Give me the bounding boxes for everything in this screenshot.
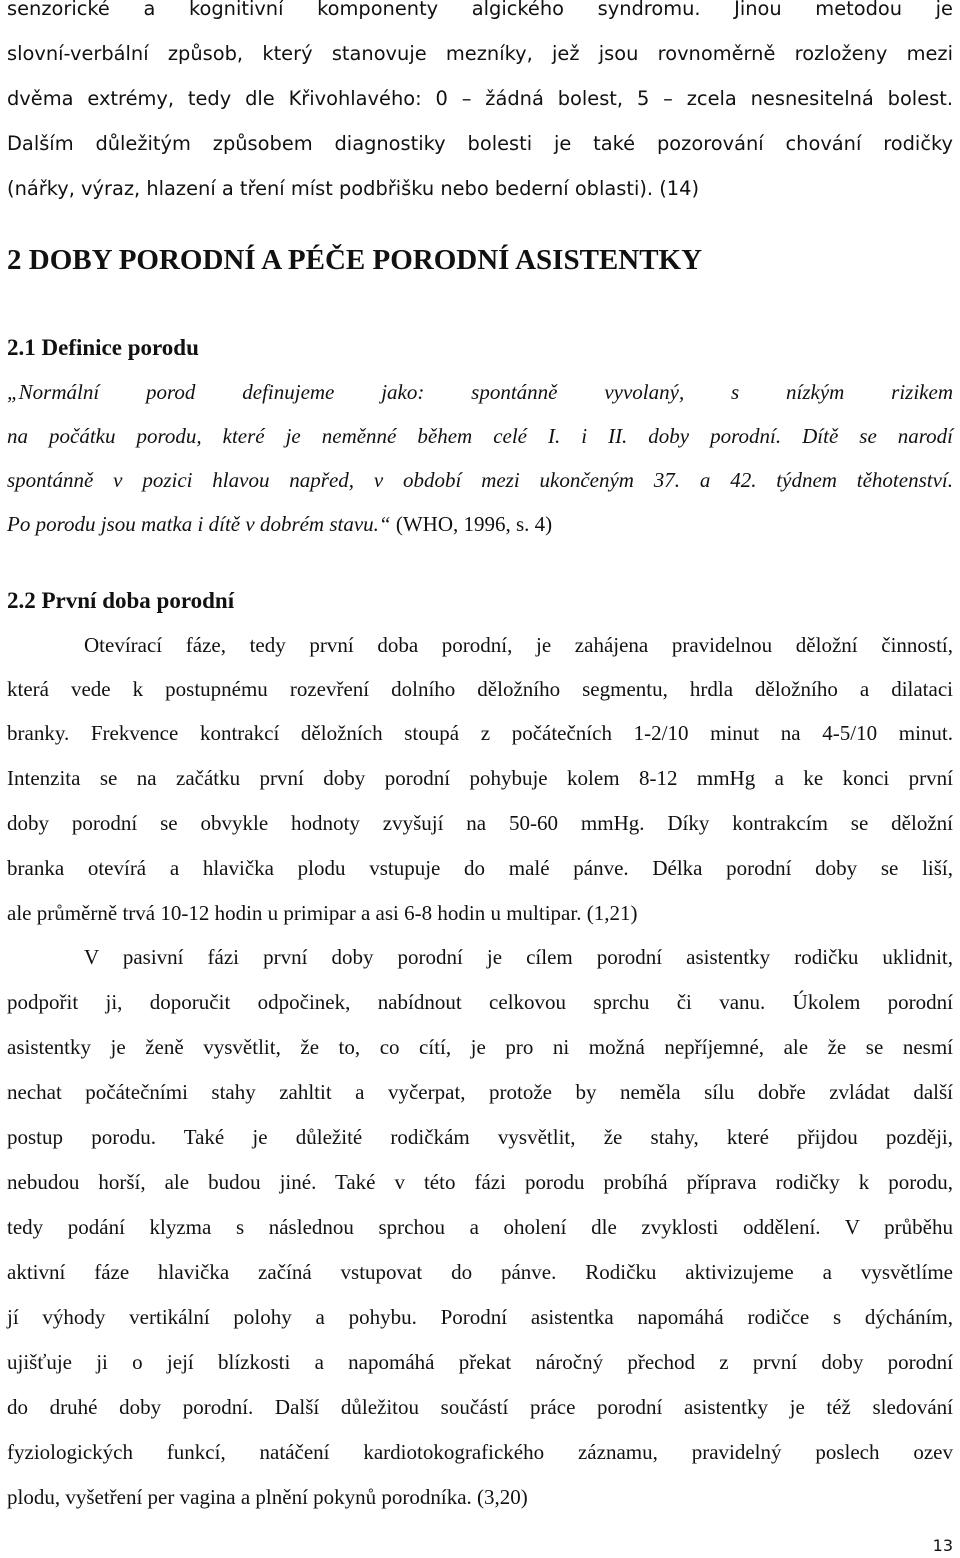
quote-last-line bbox=[7, 512, 953, 537]
text-line: doby porodní se obvykle hodnoty zvyšují na 50-60 mmHg. Díky kontrakcím se děložní bbox=[7, 811, 953, 835]
text-line: fyziologických funkcí, natáčení kardiotokografického záznamu, pravidelný poslech ozev bbox=[7, 1440, 953, 1464]
text-line: aktivní fáze hlavička začíná vstupovat do pánve. Rodičku aktivizujeme a vysvětlíme bbox=[7, 1260, 953, 1284]
quote-line: „Normální porod definujeme jako: spontánně vyvolaný, s nízkým rizikem bbox=[7, 380, 953, 404]
text-line: dvěma extrémy, tedy dle Křivohlavého: 0 – žádná bolest, 5 – zcela nesnesitelná bolest. bbox=[7, 87, 953, 110]
page-number: 13 bbox=[932, 1536, 953, 1555]
text-line: Intenzita se na začátku první doby porodní pohybuje kolem 8-12 mmHg a ke konci první bbox=[7, 766, 953, 790]
text-line: do druhé doby porodní. Další důležitou součástí práce porodní asistentky je též sledování bbox=[7, 1395, 953, 1419]
text-line: ujišťuje ji o její blízkosti a napomáhá překat náročný přechod z první doby porodní bbox=[7, 1350, 953, 1374]
section-heading-prvni-doba: 2.2 První doba porodní bbox=[7, 588, 235, 613]
text-line: jí výhody vertikální polohy a pohybu. Porodní asistentka napomáhá rodičce s dýcháním, bbox=[7, 1305, 953, 1329]
text-line: (nářky, výraz, hlazení a tření míst podbřišku nebo bederní oblasti). (14) bbox=[7, 177, 700, 200]
text-line: Dalším důležitým způsobem diagnostiky bolesti je také pozorování chování rodičky bbox=[7, 132, 953, 155]
text-line: V pasivní fázi první doby porodní je cílem porodní asistentky rodičku uklidnit, bbox=[84, 945, 953, 969]
chapter-heading: 2 DOBY PORODNÍ A PÉČE PORODNÍ ASISTENTKY bbox=[7, 244, 703, 276]
text-line: nechat počátečními stahy zahltit a vyčerpat, protože by neměla sílu dobře zvládat další bbox=[7, 1080, 953, 1104]
text-line: která vede k postupnému rozevření dolního děložního segmentu, hrdla děložního a dilataci bbox=[7, 677, 953, 701]
text-line: slovní-verbální způsob, který stanovuje mezníky, jež jsou rovnoměrně rozloženy mezi bbox=[7, 42, 953, 65]
text-line: branky. Frekvence kontrakcí děložních stoupá z počátečních 1-2/10 minut na 4-5/10 minut. bbox=[7, 721, 953, 745]
quote-text: Po porodu jsou matka i dítě v dobrém stavu.“ bbox=[7, 512, 391, 536]
citation: (WHO, 1996, s. 4) bbox=[390, 512, 553, 536]
section-heading-definice: 2.1 Definice porodu bbox=[7, 335, 199, 360]
text-line: Otevírací fáze, tedy první doba porodní, je zahájena pravidelnou děložní činností, bbox=[84, 633, 953, 657]
text-line: asistentky je ženě vysvětlit, že to, co cítí, je pro ni možná nepříjemné, ale že se nesmí bbox=[7, 1035, 953, 1059]
quote-line: na počátku porodu, které je neměnné během celé I. i II. doby porodní. Dítě se narodí bbox=[7, 424, 953, 448]
text-line: branka otevírá a hlavička plodu vstupuje do malé pánve. Délka porodní doby se liší, bbox=[7, 856, 953, 880]
text-line: postup porodu. Také je důležité rodičkám vysvětlit, že stahy, které přijdou později, bbox=[7, 1125, 953, 1149]
text-line: nebudou horší, ale budou jiné. Také v této fázi porodu probíhá příprava rodičky k porodu, bbox=[7, 1170, 953, 1194]
text-line: plodu, vyšetření per vagina a plnění pokynů porodníka. (3,20) bbox=[7, 1485, 528, 1509]
text-line: senzorické a kognitivní komponenty algického syndromu. Jinou metodou je bbox=[7, 0, 953, 20]
text-line: ale průměrně trvá 10-12 hodin u primipar a asi 6-8 hodin u multipar. (1,21) bbox=[7, 901, 638, 925]
text-line: podpořit ji, doporučit odpočinek, nabídnout celkovou sprchu či vanu. Úkolem porodní bbox=[7, 990, 953, 1014]
quote-line: spontánně v pozici hlavou napřed, v období mezi ukončeným 37. a 42. týdnem těhotenství. bbox=[7, 468, 953, 492]
text-line: tedy podání klyzma s následnou sprchou a oholení dle zvyklosti oddělení. V průběhu bbox=[7, 1215, 953, 1239]
